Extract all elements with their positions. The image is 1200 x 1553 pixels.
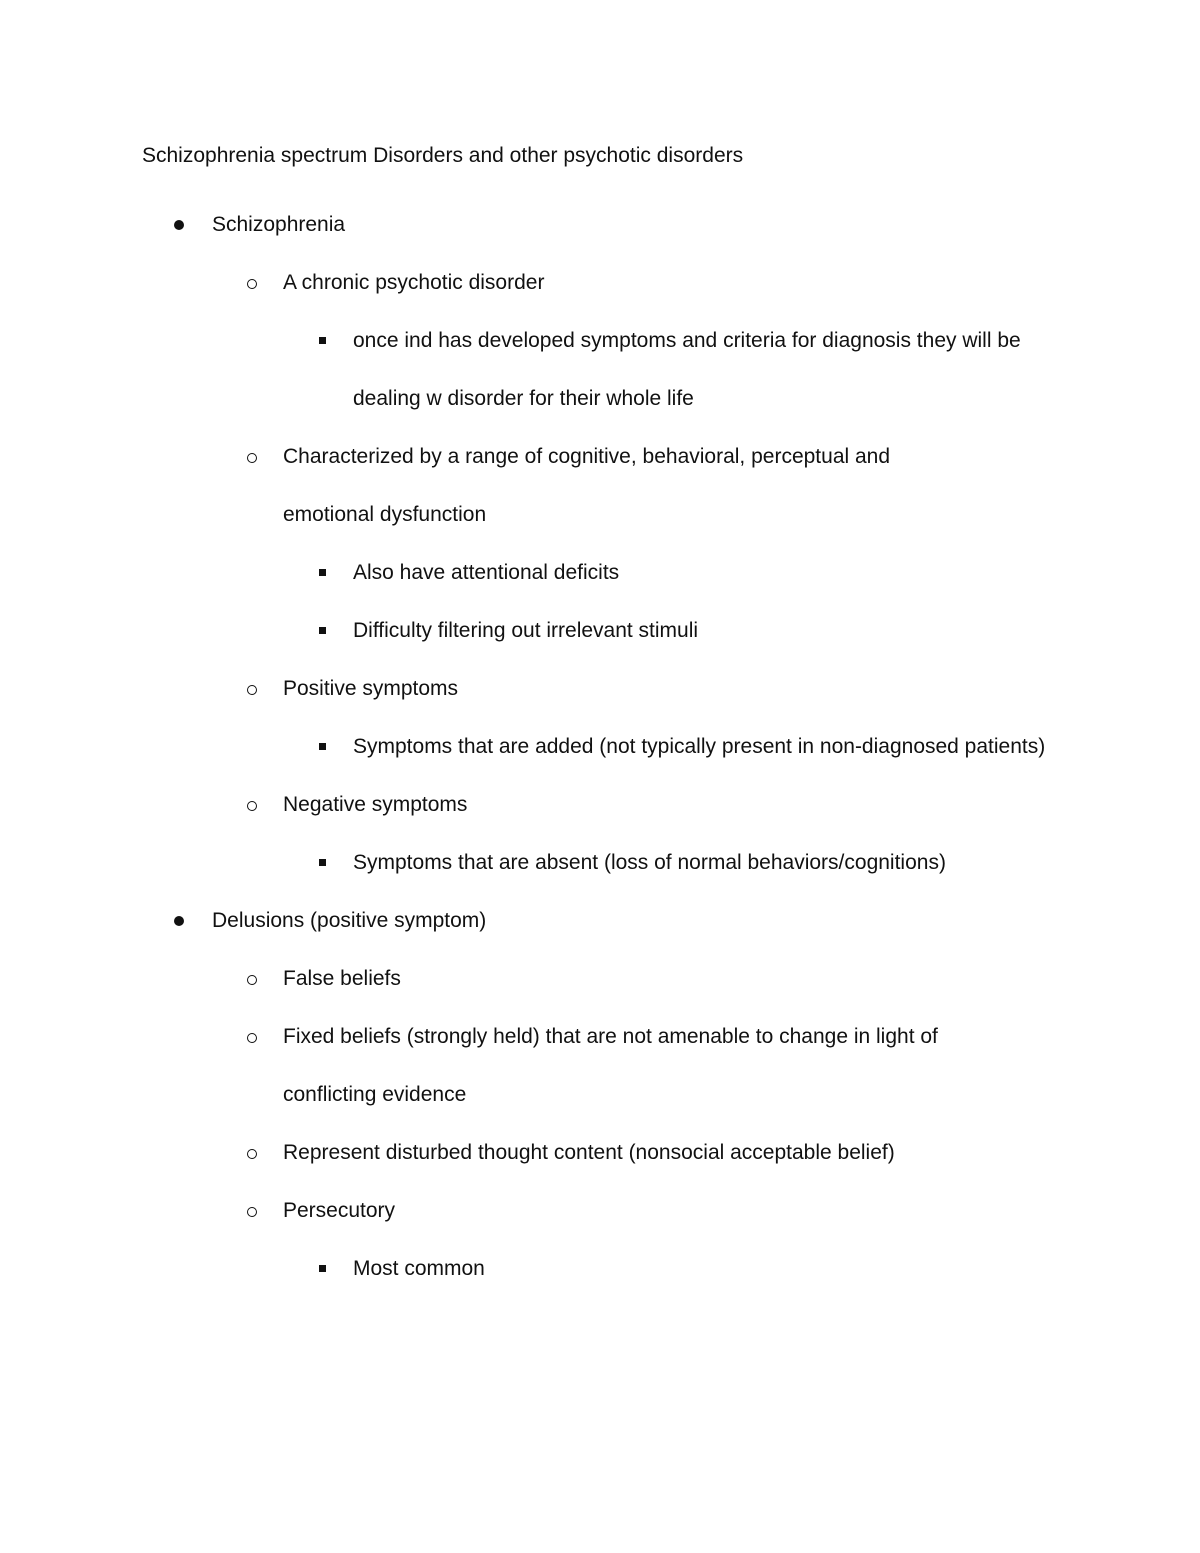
circle-bullet-icon [247,975,257,985]
outline-item-text: Positive symptoms [283,677,459,700]
outline-item-text: Negative symptoms [283,793,468,816]
circle-bullet-icon [247,1033,257,1043]
bullet-icon [174,220,184,230]
outline-item [0,950,1200,1008]
square-bullet-icon [319,337,326,344]
outline-item-text: Characterized by a range of cognitive, behavioral, perceptual and emotional dysfunction [283,445,891,526]
outline-item [0,312,1200,428]
outline-item-text: Most common [353,1257,485,1280]
outline-item [0,254,1200,312]
outline-item [0,718,1200,776]
outline-item [0,602,1200,660]
outline-item [0,1240,1200,1298]
outline-item-text: Persecutory [283,1199,396,1222]
bullet-icon [174,916,184,926]
square-bullet-icon [319,627,326,634]
outline-item-text: Schizophrenia [212,213,346,236]
circle-bullet-icon [247,279,257,289]
outline-item [0,834,1200,892]
outline-item-text: Symptoms that are absent (loss of normal behaviors/cognitions) [353,851,946,874]
outline-item [0,1008,1200,1124]
square-bullet-icon [319,1265,326,1272]
circle-bullet-icon [247,1207,257,1217]
outline-list [0,196,1200,1298]
outline-item-text: Delusions (positive symptom) [212,909,487,932]
circle-bullet-icon [247,685,257,695]
outline-item-text: A chronic psychotic disorder [283,271,545,294]
outline-item [0,892,1200,950]
square-bullet-icon [319,743,326,750]
outline-item [0,196,1200,254]
document-title: Schizophrenia spectrum Disorders and other psychotic disorders [142,144,744,167]
circle-bullet-icon [247,453,257,463]
outline-item-text: Symptoms that are added (not typically present in non-diagnosed patients) [353,735,1046,758]
outline-item-text: False beliefs [283,967,401,990]
outline-item-text: Fixed beliefs (strongly held) that are not amenable to change in light of conflicting evidence [283,1025,938,1106]
square-bullet-icon [319,569,326,576]
outline-item-text: once ind has developed symptoms and criteria for diagnosis they will be dealing w disorder for their whole life [353,329,1021,410]
outline-item [0,1182,1200,1240]
square-bullet-icon [319,859,326,866]
outline-item [0,544,1200,602]
circle-bullet-icon [247,801,257,811]
outline-item [0,428,1200,544]
outline-item-text: Difficulty filtering out irrelevant stimuli [353,619,699,642]
outline-item [0,660,1200,718]
outline-item-text: Also have attentional deficits [353,561,620,584]
circle-bullet-icon [247,1149,257,1159]
outline-item [0,1124,1200,1182]
outline-item [0,776,1200,834]
outline-item-text: Represent disturbed thought content (nonsocial acceptable belief) [283,1141,895,1164]
